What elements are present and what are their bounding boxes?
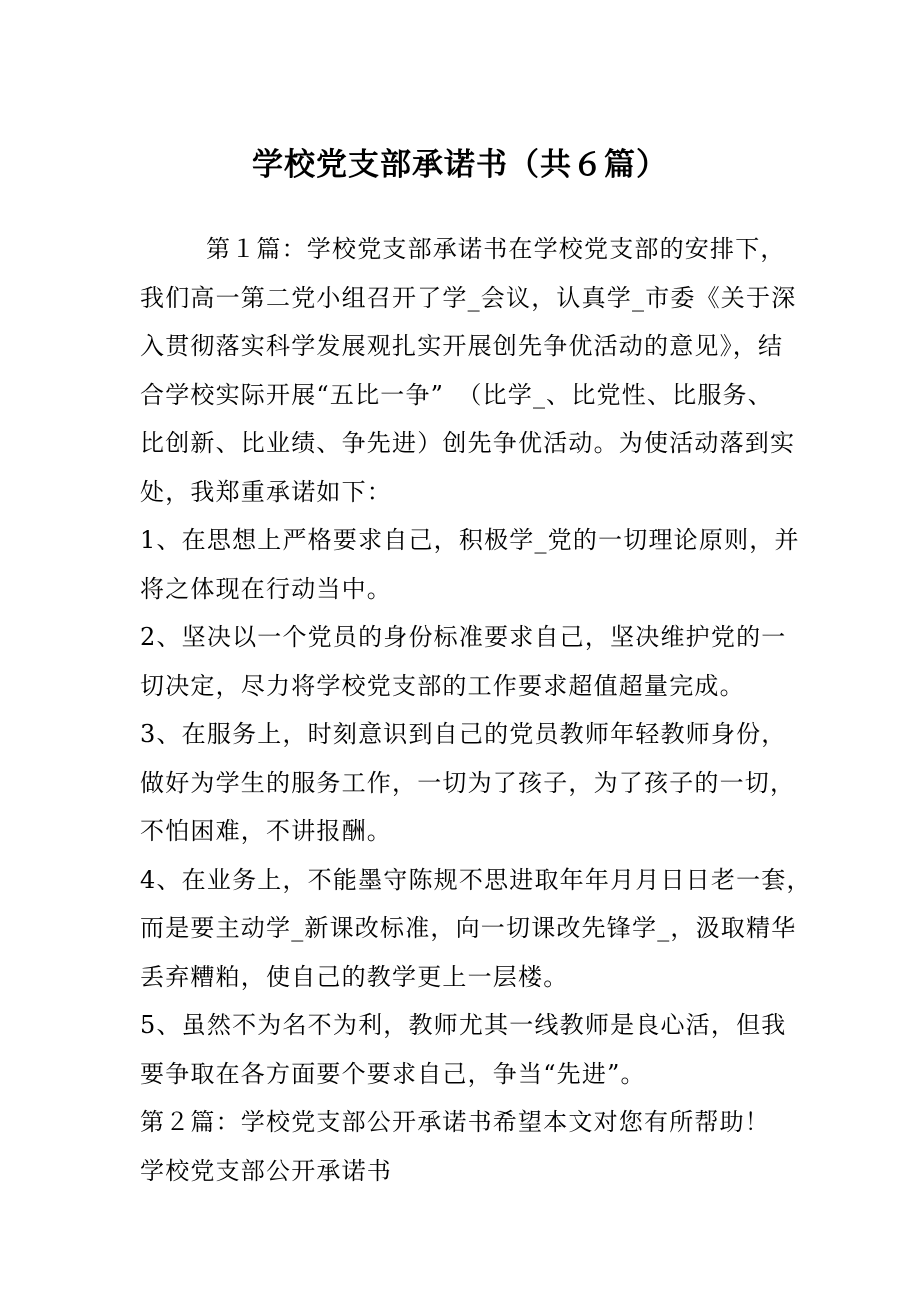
paragraph-line: 合学校实际开展“五比一争” （比学_、比党性、比服务、 bbox=[140, 380, 773, 409]
document-body bbox=[140, 225, 812, 1195]
paragraph-line: 学校党支部公开承诺书 bbox=[140, 1156, 392, 1185]
paragraph-line: 而是要主动学_新课改标准，向一切课改先锋学_，汲取精华 bbox=[140, 914, 797, 942]
paragraph-line: 将之体现在行动当中。 bbox=[140, 574, 392, 603]
paragraph-line: 入贯彻落实科学发展观扎实开展创先争优活动的意见》，结 bbox=[140, 332, 784, 360]
paragraph-line: 丢弃糟粕，使自己的教学更上一层楼。 bbox=[140, 962, 569, 991]
paragraph-line: 第２篇：学校党支部公开承诺书希望本文对您有所帮助！ bbox=[140, 1108, 770, 1136]
paragraph-line: 切决定，尽力将学校党支部的工作要求超值超量完成。 bbox=[140, 671, 745, 700]
paragraph-line: 2、坚决以一个党员的身份标准要求自己，坚决维护党的一 bbox=[140, 623, 787, 651]
paragraph-line: 做好为学生的服务工作，一切为了孩子，为了孩子的一切， bbox=[140, 768, 796, 797]
paragraph-line: 第１篇：学校党支部承诺书在学校党支部的安排下， bbox=[206, 235, 786, 263]
paragraph-line: 不怕困难，不讲报酬。 bbox=[140, 817, 392, 845]
paragraph-line: 处，我郑重承诺如下： bbox=[140, 477, 392, 506]
paragraph-line: 4、在业务上，不能墨守陈规不思进取年年月月日日老一套， bbox=[140, 865, 812, 894]
paragraph-line: 5、虽然不为名不为利，教师尤其一线教师是良心活，但我 bbox=[140, 1011, 787, 1039]
paragraph-line: 3、在服务上，时刻意识到自己的党员教师年轻教师身份， bbox=[140, 720, 787, 748]
paragraph-line: 我们高一第二党小组召开了学_会议，认真学_市委《关于深 bbox=[140, 283, 797, 312]
paragraph-line: 比创新、比业绩、争先进）创先争优活动。为使活动落到实 bbox=[140, 429, 796, 457]
document-title: 学校党支部承诺书（共６篇） bbox=[252, 147, 668, 183]
paragraph-line: 1、在思想上严格要求自己，积极学_党的一切理论原则，并 bbox=[140, 526, 800, 554]
paragraph-line: 要争取在各方面要个要求自己，争当“先进”。 bbox=[140, 1059, 646, 1088]
